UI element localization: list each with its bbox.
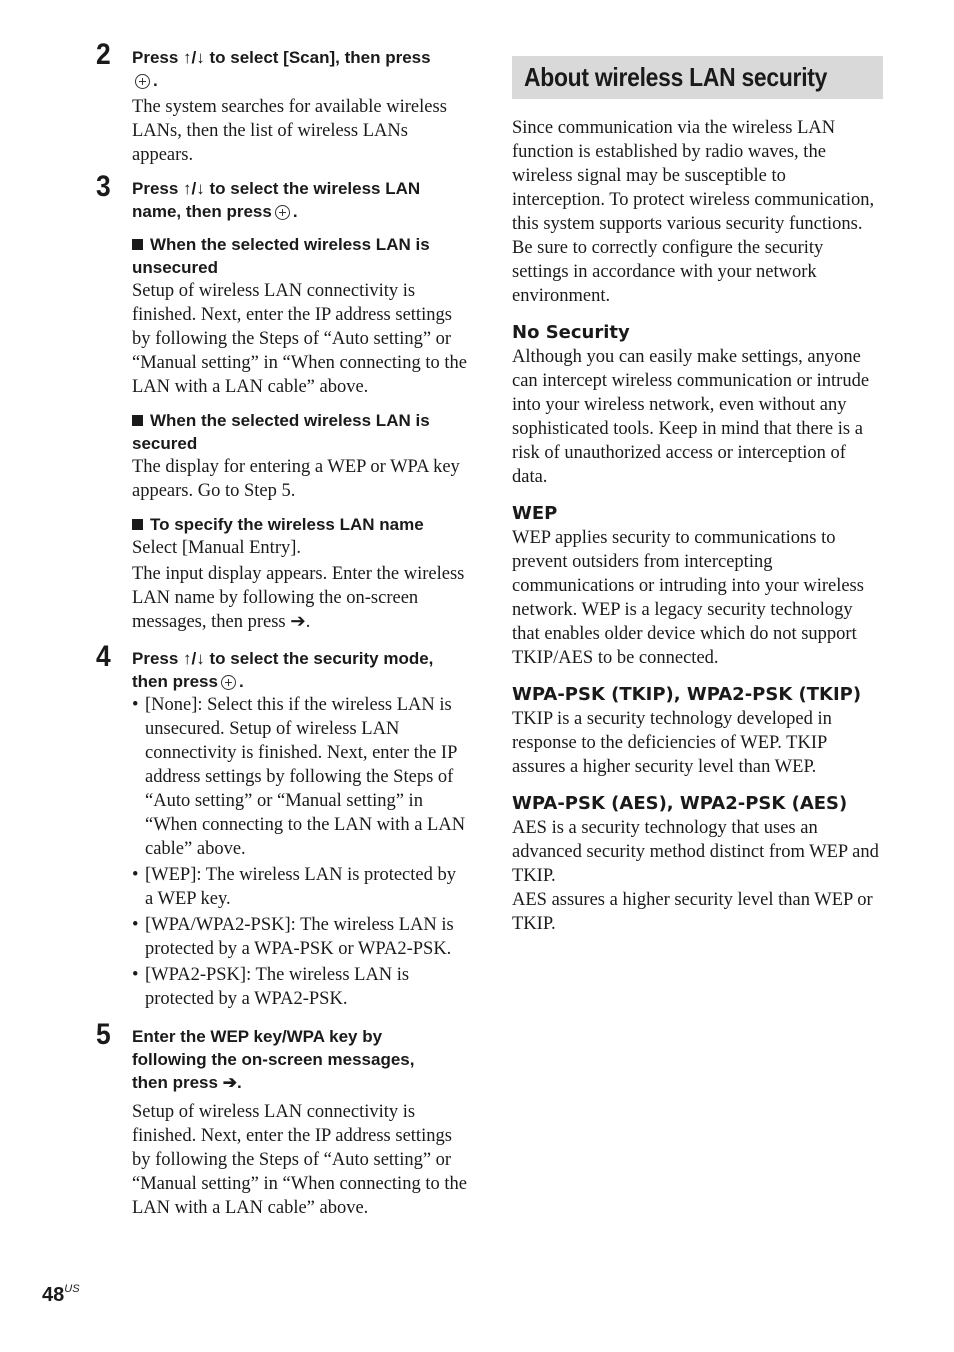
subheading: When the selected wireless LAN is secured	[132, 411, 430, 453]
paragraph: WEP applies security to communications to prevent outsiders from intercepting communications or intruding into your wireless network. WEP is a legacy security technology that enables older device which do not support TKIP/AES to be connected.	[512, 528, 864, 668]
paragraph: AES is a security technology that uses an advanced security method distinct from WEP and TKIP.	[512, 818, 879, 886]
step-number: 4	[96, 640, 110, 673]
page-number: $48^{US}$	[42, 1283, 80, 1306]
enter-circle-icon	[275, 205, 290, 220]
enter-circle-icon	[135, 74, 150, 89]
paragraph: Setup of wireless LAN connectivity is finished. Next, enter the IP address settings by following the Steps of “Auto setting” or “Manual setting” in “When connecting to the LAN with a LAN cable” above.	[132, 281, 467, 397]
paragraph: Select [Manual Entry].	[132, 538, 302, 558]
paragraph: The input display appears. Enter the wireless LAN name by following the on-screen messages, then press ➔.	[132, 564, 465, 632]
mode-list	[132, 693, 468, 1011]
step-body: Setup of wireless LAN connectivity is finished. Next, enter the IP address settings by following the Steps of “Auto setting” or “Manual setting” in “When connecting to the LAN with a LAN cable” above.	[132, 1102, 467, 1218]
paragraph: Although you can easily make settings, anyone can intercept wireless communication or intrude into your wireless network, even without any sophisticated tools. Keep in mind that there is a risk of unauthorized access or interception of data.	[512, 347, 870, 487]
step-body: The system searches for available wireless LANs, then the list of wireless LANs appears.	[132, 97, 447, 165]
list-item: • [None]: Select this if the wireless LAN is unsecured. Setup of wireless LAN connectivity is finished. Next, enter the IP address settings by following the Steps of “Auto setting” or “Manual setting” in “When connecting to the LAN with a LAN cable” above.	[132, 695, 466, 859]
paragraph: AES assures a higher security level than WEP or TKIP.	[512, 890, 873, 934]
section-title-bar	[512, 56, 883, 99]
black-square-icon	[132, 519, 143, 530]
list-item: • [WEP]: The wireless LAN is protected by a WEP key.	[132, 865, 456, 909]
step-4	[96, 642, 468, 1013]
list-item: • [WPA/WPA2-PSK]: The wireless LAN is protected by a WPA-PSK or WPA2-PSK.	[132, 915, 454, 959]
region-code: US	[64, 1283, 80, 1295]
section-heading: No Security	[512, 322, 630, 343]
step-title: Press ↑/↓ to select [Scan], then press .	[132, 48, 431, 90]
enter-circle-icon	[221, 675, 236, 690]
section-heading: WEP	[512, 503, 558, 524]
section-heading: WPA-PSK (TKIP), WPA2-PSK (TKIP)	[512, 684, 862, 705]
step-title: Enter the WEP key/WPA key by following the on-screen messages, then press ➔.	[132, 1027, 415, 1092]
step-2	[96, 40, 468, 167]
black-square-icon	[132, 239, 143, 250]
section-heading: WPA-PSK (AES), WPA2-PSK (AES)	[512, 793, 848, 814]
intro-paragraph: Since communication via the wireless LAN function is established by radio waves, the wireless signal may be susceptible to interception. To protect wireless communication, this system supports various security functions. Be sure to correctly configure the security settings in accordance with your network environment.	[512, 118, 875, 306]
list-item: • [WPA2-PSK]: The wireless LAN is protected by a WPA2-PSK.	[132, 965, 410, 1009]
step-3	[96, 172, 468, 634]
step-title: Press ↑/↓ to select the wireless LAN name, then press .	[132, 179, 421, 221]
step-5	[96, 1020, 468, 1220]
step-title: Press ↑/↓ to select the security mode, then press .	[132, 649, 434, 691]
right-column	[512, 116, 883, 936]
subheading: To specify the wireless LAN name	[132, 513, 468, 536]
section-title: About wireless LAN security	[524, 62, 828, 92]
paragraph: The display for entering a WEP or WPA key appears. Go to Step 5.	[132, 457, 460, 501]
step-number: 2	[96, 38, 110, 71]
paragraph: TKIP is a security technology developed in response to the deficiencies of WEP. TKIP assures a higher security level than WEP.	[512, 709, 832, 777]
black-square-icon	[132, 415, 143, 426]
subheading: When the selected wireless LAN is unsecured	[132, 235, 430, 277]
step-number: 5	[96, 1018, 110, 1051]
step-number: 3	[96, 170, 110, 203]
